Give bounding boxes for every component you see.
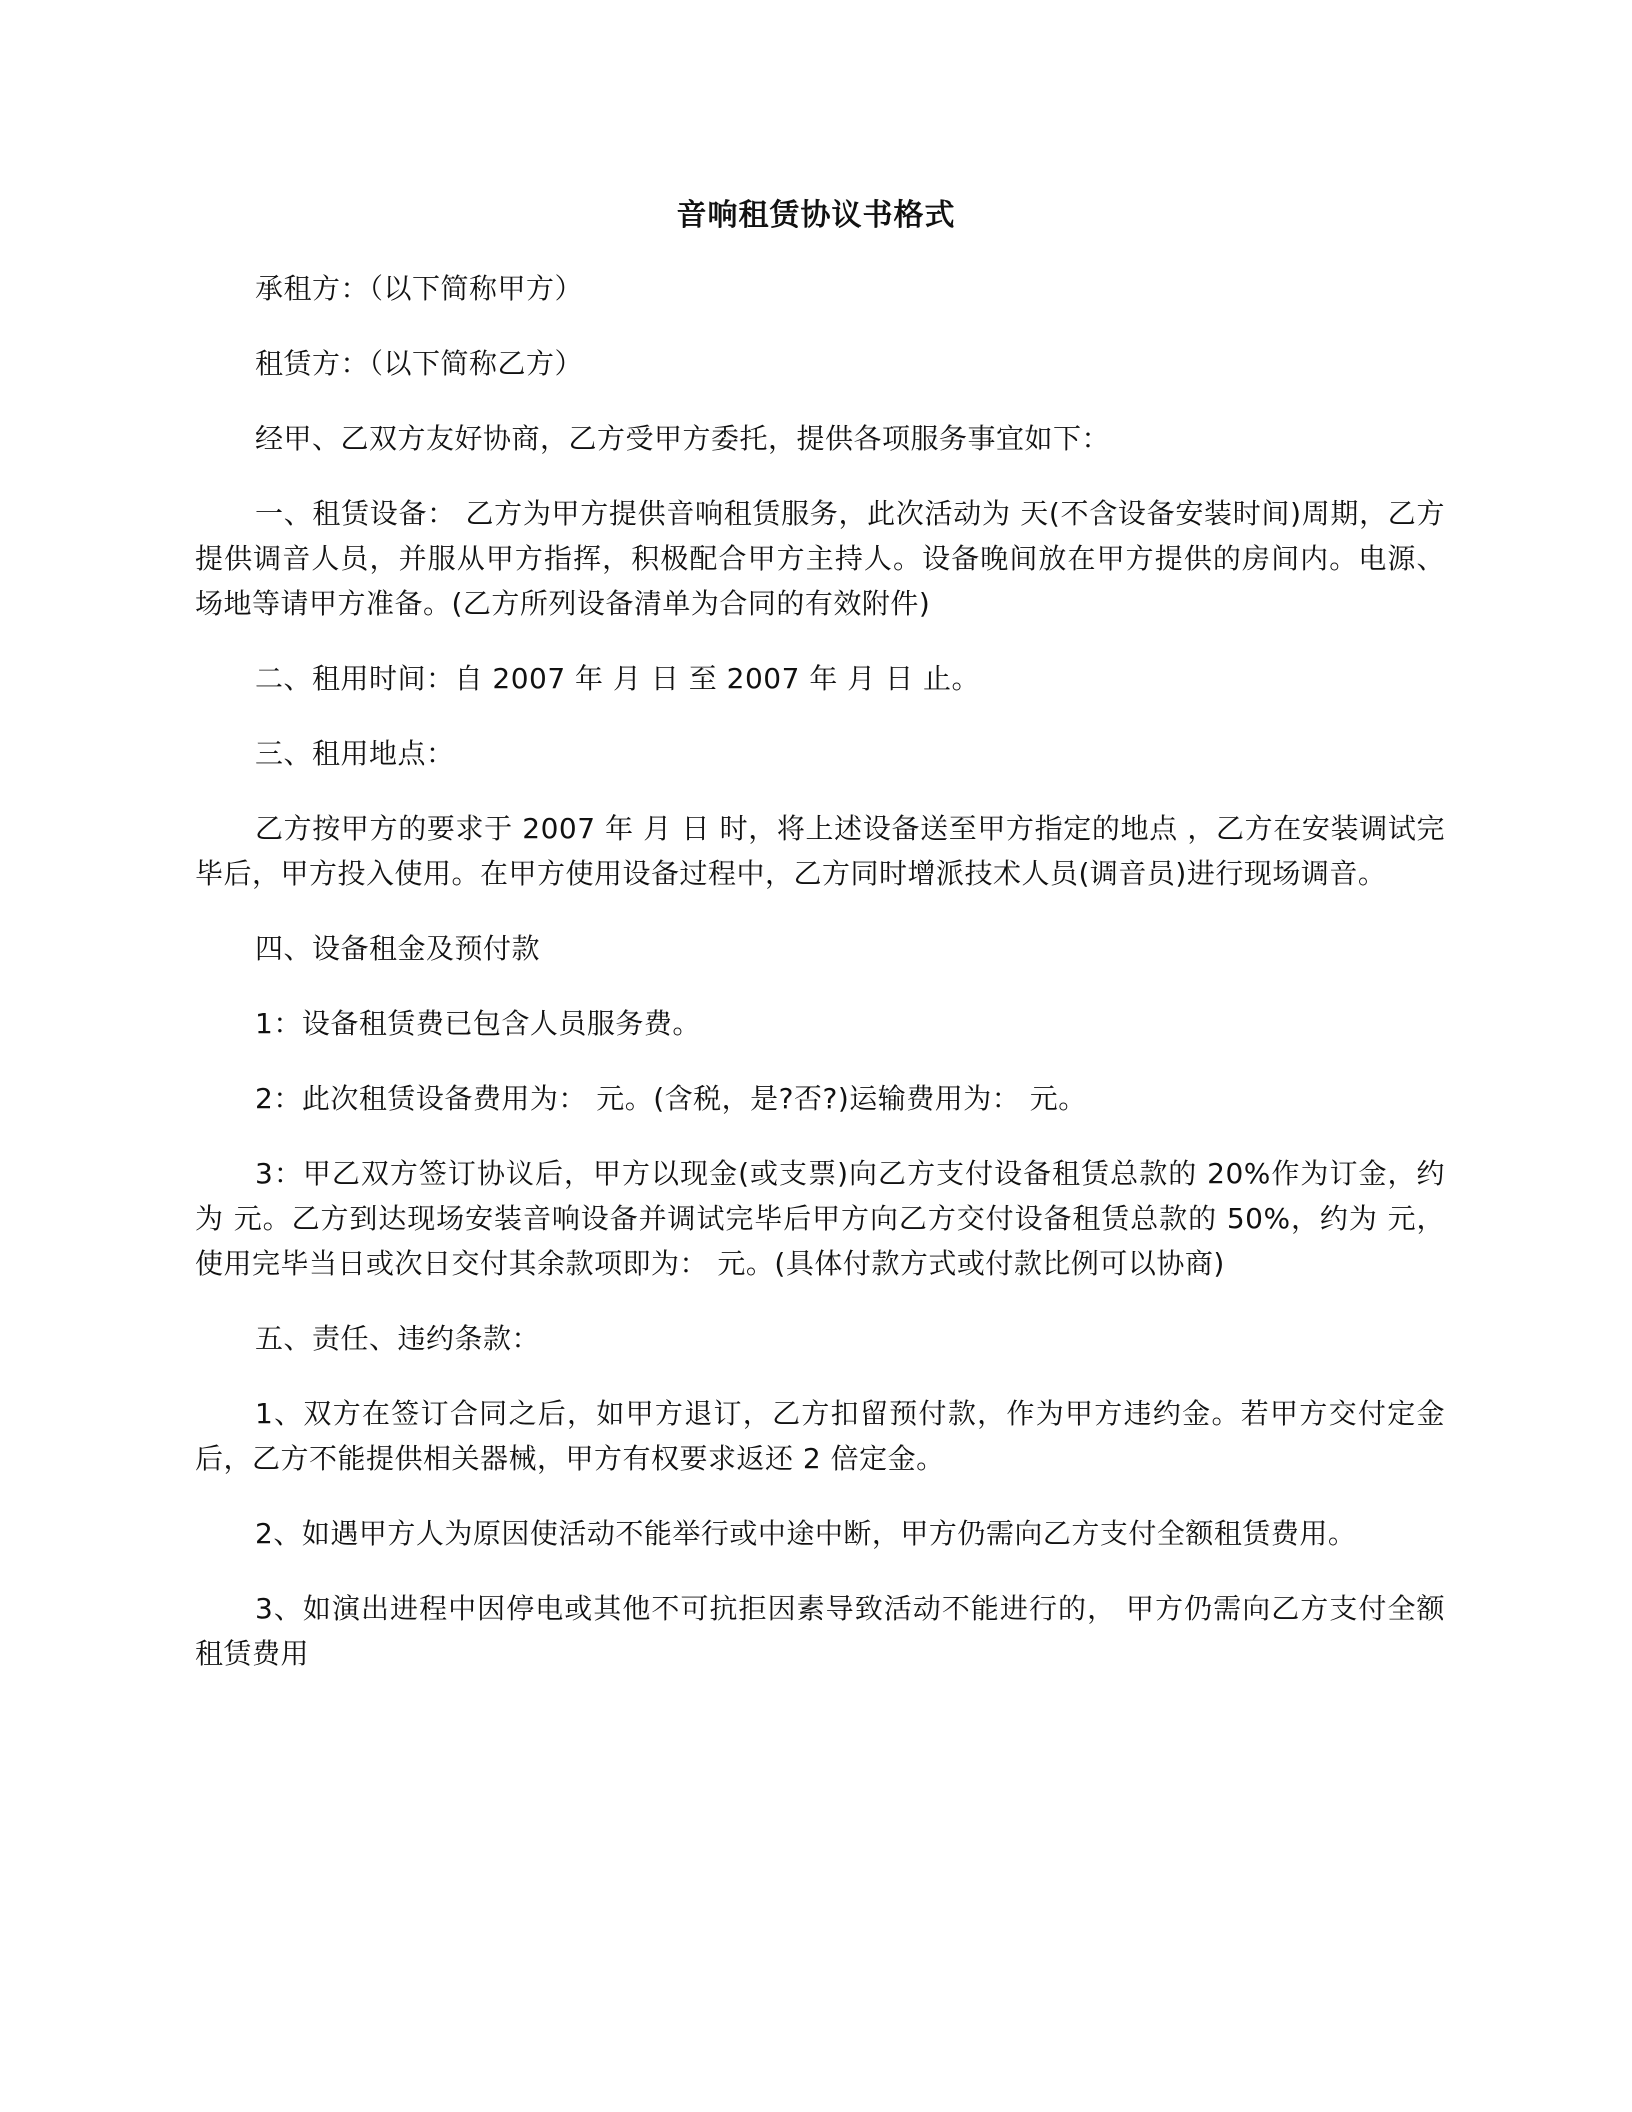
paragraph-liability-2: 2、如遇甲方人为原因使活动不能举行或中途中断，甲方仍需向乙方支付全额租赁费用。 — [255, 1517, 1357, 1550]
paragraph-fee-3: 3：甲乙双方签订协议后，甲方以现金(或支票)向乙方支付设备租赁总款的 20%作为订金，约为 元。乙方到达现场安装音响设备并调试完毕后甲方向乙方交付设备租赁总款的 50%，约为 元，使用完毕当日或次日交付其余款项即为： 元。(具体付款方式或付款比例可以协商) — [195, 1157, 1445, 1280]
paragraph-fee-1: 1：设备租赁费已包含人员服务费。 — [255, 1007, 701, 1040]
document-body — [195, 266, 1445, 1706]
paragraph-delivery: 乙方按甲方的要求于 2007 年 月 日 时，将上述设备送至甲方指定的地点 ，乙方在安装调试完毕后，甲方投入使用。在甲方使用设备过程中，乙方同时增派技术人员(调音员)进行现场调音。 — [195, 812, 1445, 890]
paragraph-section-3: 三、租用地点： — [255, 737, 455, 770]
paragraph-section-4: 四、设备租金及预付款 — [255, 932, 541, 965]
document-title: 音响租赁协议书格式 — [676, 198, 956, 233]
paragraph-section-5: 五、责任、违约条款： — [255, 1322, 541, 1355]
paragraph-section-2: 二、租用时间：自 2007 年 月 日 至 2007 年 月 日 止。 — [255, 662, 981, 695]
paragraph-liability-3: 3、如演出进程中因停电或其他不可抗拒因素导致活动不能进行的， 甲方仍需向乙方支付全额租赁费用 — [195, 1592, 1445, 1670]
paragraph-intro: 经甲、乙双方友好协商，乙方受甲方委托，提供各项服务事宜如下： — [255, 422, 1111, 455]
paragraph-liability-1: 1、双方在签订合同之后，如甲方退订，乙方扣留预付款，作为甲方违约金。若甲方交付定金后，乙方不能提供相关器械，甲方有权要求返还 2 倍定金。 — [195, 1397, 1445, 1475]
paragraph-lessee: 承租方：（以下简称甲方） — [255, 272, 584, 305]
paragraph-section-1: 一、租赁设备： 乙方为甲方提供音响租赁服务，此次活动为 天(不含设备安装时间)周期，乙方提供调音人员，并服从甲方指挥，积极配合甲方主持人。设备晚间放在甲方提供的房间内。电源、场地等请甲方准备。(乙方所列设备清单为合同的有效附件) — [195, 497, 1445, 620]
paragraph-lessor: 租赁方：（以下简称乙方） — [255, 347, 584, 380]
paragraph-fee-2: 2：此次租赁设备费用为： 元。(含税，是?否?)运输费用为： 元。 — [255, 1082, 1087, 1115]
